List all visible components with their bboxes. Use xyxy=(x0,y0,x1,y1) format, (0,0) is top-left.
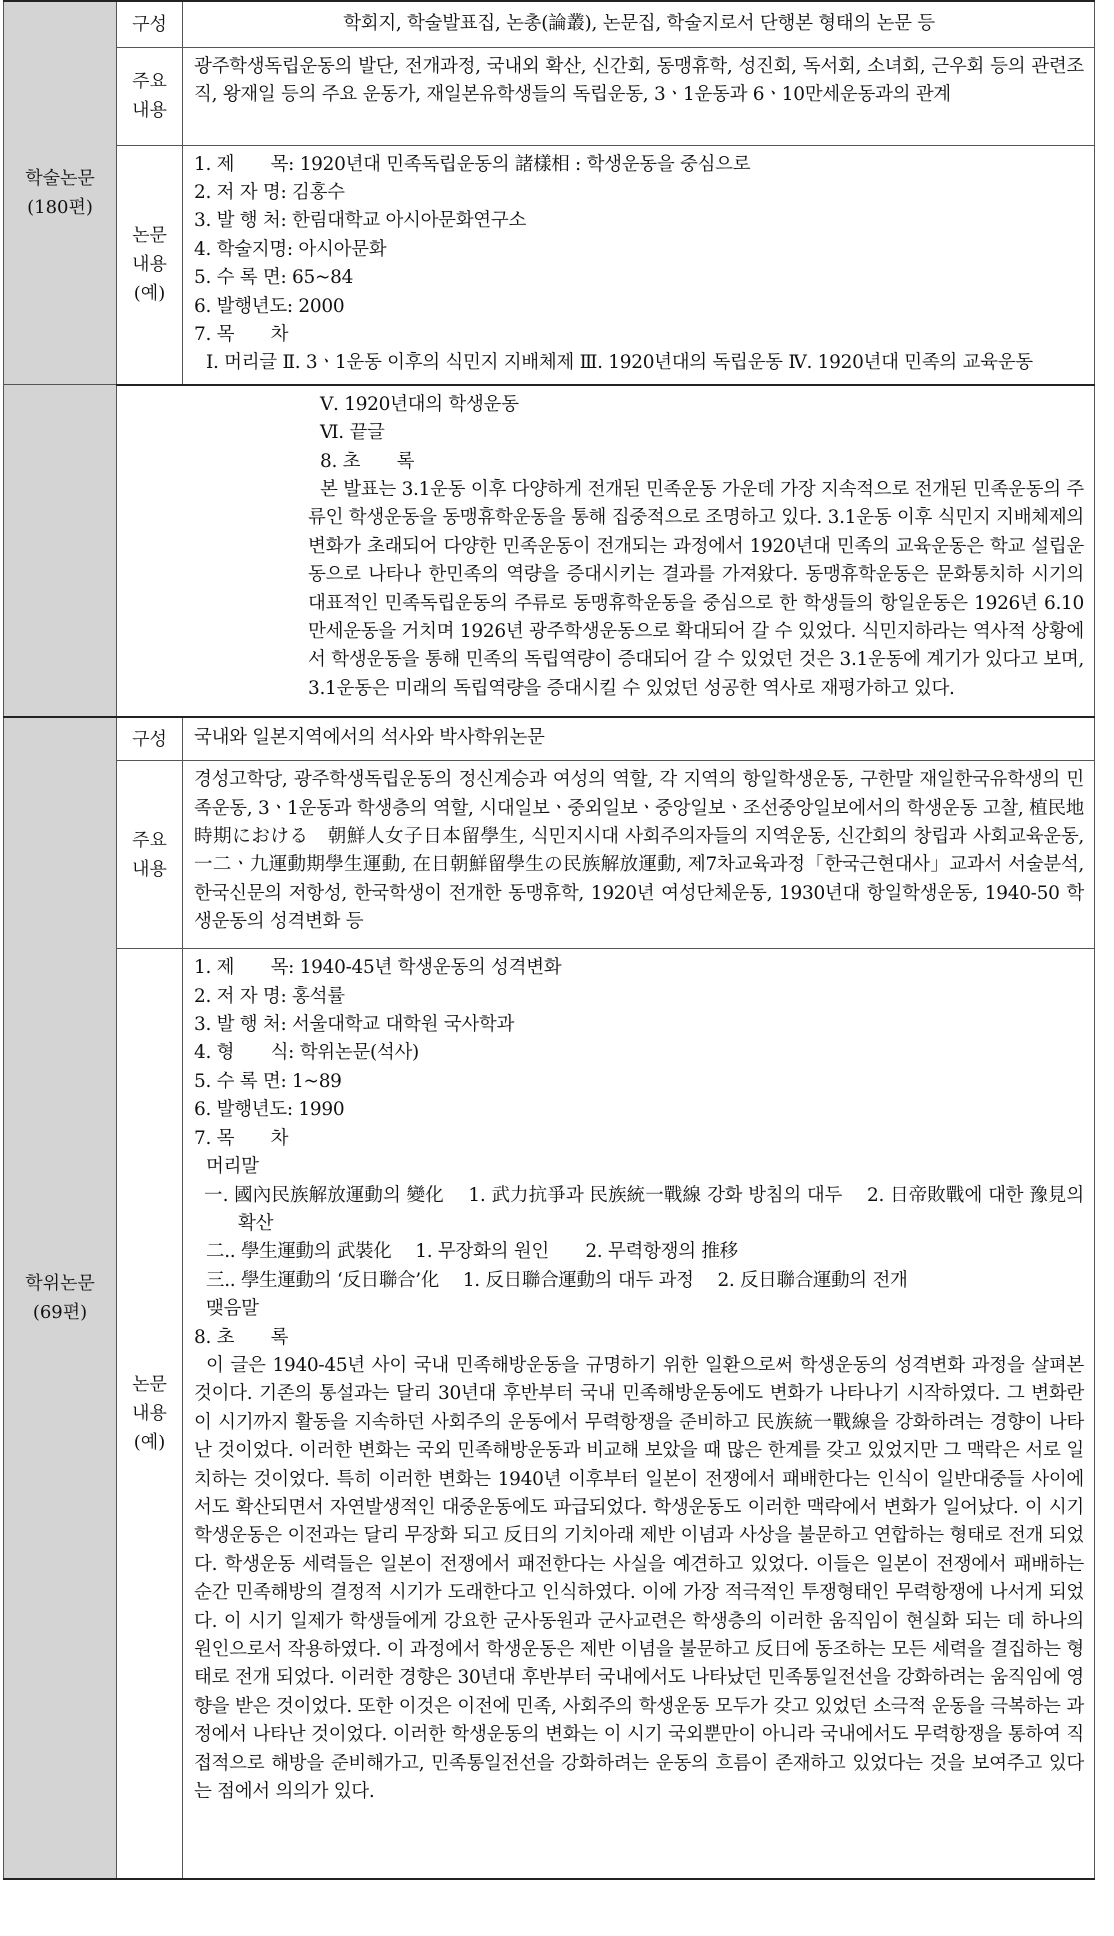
section-count: (69편) xyxy=(32,1301,88,1323)
example-content xyxy=(183,145,1095,385)
example-item: 2. 저 자 명: 홍석률 xyxy=(194,985,345,1007)
section-label-degree xyxy=(4,717,117,1879)
thesis-table xyxy=(3,0,1095,1880)
example-content xyxy=(183,949,1095,1879)
example-item: 6. 발행년도: 1990 xyxy=(194,1099,345,1121)
abstract-continued xyxy=(117,385,1095,717)
example-label-line1: 논문 xyxy=(132,1374,167,1395)
example-label-line3: (예) xyxy=(133,1432,166,1453)
main-label-line1: 주요 xyxy=(132,829,167,851)
main-content-label xyxy=(117,47,183,145)
main-label-line2: 내용 xyxy=(132,100,167,121)
section-count: (180편) xyxy=(27,197,93,219)
s2-composition-row xyxy=(4,717,1095,761)
example-item: 4. 학술지명: 아시아문화 xyxy=(194,238,387,260)
toc-item: 二.. 學生運動의 武裝化 1. 무장화의 원인 2. 무력항쟁의 推移 xyxy=(206,1241,738,1263)
main-label-line1: 주요 xyxy=(132,71,167,92)
s1-composition-row xyxy=(4,1,1095,47)
example-label xyxy=(117,949,183,1879)
example-item: 4. 형 식: 학위논문(석사) xyxy=(194,1042,419,1064)
abstract-heading: 8. 초 록 xyxy=(194,1326,289,1348)
example-label xyxy=(117,145,183,385)
toc-item: 一. 國內民族解放運動의 變化 1. 武力抗爭과 民族統一戰線 강화 방침의 대두 2. 日帝敗戰에 대한 豫見의 확산 xyxy=(204,1184,1084,1234)
main-content-text: 광주학생독립운동의 발단, 전개과정, 국내외 확산, 신간회, 동맹휴학, 성진회, 독서회, 소녀회, 근우회 등의 관련조직, 왕재일 등의 주요 운동가, 재일본유학생들의 독립운동, 3ㆍ1운동과 6ㆍ10만세운동과의 관계 xyxy=(183,47,1095,145)
abstract-heading: 8. 초 록 xyxy=(320,450,415,472)
example-label-line1: 논문 xyxy=(132,225,167,247)
toc-item: 머리말 xyxy=(206,1156,259,1178)
composition-text: 학회지, 학술발표집, 논총(論叢), 논문집, 학술지로서 단행본 형태의 논문 등 xyxy=(183,1,1095,47)
abstract-text: 본 발표는 3.1운동 이후 다양하게 전개된 민족운동 가운데 가장 지속적으로 전개된 민족운동의 주류인 학생운동을 동맹휴학운동을 통해 집중적으로 조명하고 있다. 3.1운동 이후 식민지 지배체제의 변화가 초래되어 다양한 민족운동이 전개되는 과정에서 1920년대 민족의 교육운동은 학교 설립운동으로 나타나 한민족의 역량을 증대시키는 결과를 가져왔다. 동맹휴학운동은 문화통치하 시기의 대표적인 민족독립운동의 주류로 동맹휴학운동을 중심으로 한 학생들의 항일운동은 1926년 6.10만세운동을 거치며 1926년 광주학생운동으로 확대되어 갈 수 있었다. 식민지하라는 역사적 상황에서 학생운동을 통해 민족의 독립역량이 증대되어 갈 수 있었던 것은 3.1운동에 계기가 있다고 보며, 3.1운동은 미래의 독립역량을 증대시킬 수 있었던 성공한 역사로 재평가하고 있다. xyxy=(308,478,1084,699)
example-item: 3. 발 행 처: 한림대학교 아시아문화연구소 xyxy=(194,210,527,232)
abstract-text: 이 글은 1940-45년 사이 국내 민족해방운동을 규명하기 위한 일환으로써 학생운동의 성격변화 과정을 살펴본 것이다. 기존의 통설과는 달리 30년대 후반부터 국내 민족해방운동에도 변화가 나타나기 시작하였다. 그 변화란 이 시기까지 활동을 지속하던 사회주의 운동에서 무력항쟁을 준비하고 民族統一戰線을 강화하려는 경향이 나타난 것이었다. 이러한 변화는 국외 민족해방운동과 비교해 보았을 때 많은 한계를 갖고 있었지만 그 맥락은 서로 일치하는 것이었다. 특히 이러한 변화는 1940년 이후부터 일본이 전쟁에서 패배한다는 인식이 일반대중들 사이에서도 확산되면서 자연발생적인 대중운동에도 파급되었다. 학생운동도 이러한 맥락에서 변화가 일어났다. 이 시기 학생운동은 이전과는 달리 무장화 되고 反日의 기치아래 제반 이념과 사상을 불문하고 연합하는 형태로 전개 되었다. 학생운동 세력들은 일본이 전쟁에서 패전한다는 사실을 예견하고 있었다. 이들은 일본이 전쟁에서 패배하는 순간 민족해방의 결정적 시기가 도래한다고 인식하였다. 이에 가장 적극적인 투쟁형태인 무력항쟁에 나서게 되었다. 이 시기 일제가 학생들에게 강요한 군사동원과 군사교련은 학생층의 이러한 움직임이 현실화 되는 데 하나의 원인으로서 작용하였다. 이 과정에서 학생운동은 제반 이념을 불문하고 反日에 동조하는 모든 세력을 결집하는 형태로 전개 되었다. 이러한 경향은 30년대 후반부터 국내에서도 나타났던 민족통일전선을 강화하려는 움직임에 영향을 받은 것이었다. 또한 이것은 이전에 민족, 사회주의 학생운동 모두가 갖고 있었던 소극적 운동을 극복하는 과정에서 나타난 것이었다. 이러한 학생운동의 변화는 이 시기 국외뿐만이 아니라 국내에서도 무력항쟁을 통하여 직접적으로 해방을 준비해가고, 민족통일전선을 강화하려는 운동의 흐름이 존재하고 있었다는 것을 보여주고 있다는 점에서 의의가 있다. xyxy=(194,1354,1084,1803)
section-title: 학위논문 xyxy=(25,1272,95,1294)
composition-label: 구성 xyxy=(117,717,183,761)
toc-item: 맺음말 xyxy=(206,1298,259,1320)
s1-continuation-row xyxy=(4,385,1095,717)
toc-text: Ⅰ. 머리글 Ⅱ. 3ㆍ1운동 이후의 식민지 지배체제 Ⅲ. 1920년대의 독립운동 Ⅳ. 1920년대 민족의 교육운동 xyxy=(206,352,1033,374)
composition-text: 국내와 일본지역에서의 석사와 박사학위논문 xyxy=(183,717,1095,761)
example-label-line2: 내용 xyxy=(132,1403,167,1424)
example-item: 5. 수 록 면: 65~84 xyxy=(194,267,354,289)
section-label-academic xyxy=(4,1,117,385)
main-content-text: 경성고학당, 광주학생독립운동의 정신계승과 여성의 역할, 각 지역의 항일학생운동, 구한말 재일한국유학생의 민족운동, 3ㆍ1운동과 학생층의 역할, 시대일보ㆍ중외일보ㆍ중앙일보ㆍ조선중앙일보에서의 학생운동 고찰, 植民地時期における 朝鮮人女子日本留學生, 식민지시대 사회주의자들의 지역운동, 신간회의 창립과 사회교육운동, 一二ㆍ九運動期學生運動, 在日朝鮮留學生の民族解放運動, 제7차교육과정「한국근현대사」교과서 서술분석, 한국신문의 저항성, 한국학생이 전개한 동맹휴학, 1920년 여성단체운동, 1930년대 항일학생운동, 1940-50 학생운동의 성격변화 등 xyxy=(183,761,1095,949)
toc-item: Ⅴ. 1920년대의 학생운동 xyxy=(320,393,519,415)
section-title: 학술논문 xyxy=(25,168,95,190)
toc-item: 三.. 學生運動의 ‘反日聯合’化 1. 反日聯合運動의 대두 과정 2. 反日聯合運動의 전개 xyxy=(206,1269,908,1291)
toc-item: Ⅵ. 끝글 xyxy=(320,422,385,444)
example-item: 1. 제 목: 1920년대 민족독립운동의 諸樣相 : 학생운동을 중심으로 xyxy=(194,153,751,175)
s1-example-row xyxy=(4,145,1095,385)
s2-main-row xyxy=(4,761,1095,949)
example-item: 6. 발행년도: 2000 xyxy=(194,295,345,317)
s1-main-row xyxy=(4,47,1095,145)
main-content-label xyxy=(117,761,183,949)
example-item: 1. 제 목: 1940-45년 학생운동의 성격변화 xyxy=(194,957,562,979)
example-label-line2: 내용 xyxy=(132,254,167,276)
example-item: 7. 목 차 xyxy=(194,1127,289,1149)
section-label-continued xyxy=(4,385,117,717)
example-label-line3: (예) xyxy=(133,283,166,305)
example-item: 5. 수 록 면: 1~89 xyxy=(194,1070,342,1092)
composition-label: 구성 xyxy=(117,1,183,47)
example-item: 2. 저 자 명: 김홍수 xyxy=(194,181,345,203)
main-label-line2: 내용 xyxy=(132,858,167,880)
s2-example-row xyxy=(4,949,1095,1879)
example-item: 7. 목 차 xyxy=(194,323,289,345)
example-item: 3. 발 행 처: 서울대학교 대학원 국사학과 xyxy=(194,1014,515,1036)
